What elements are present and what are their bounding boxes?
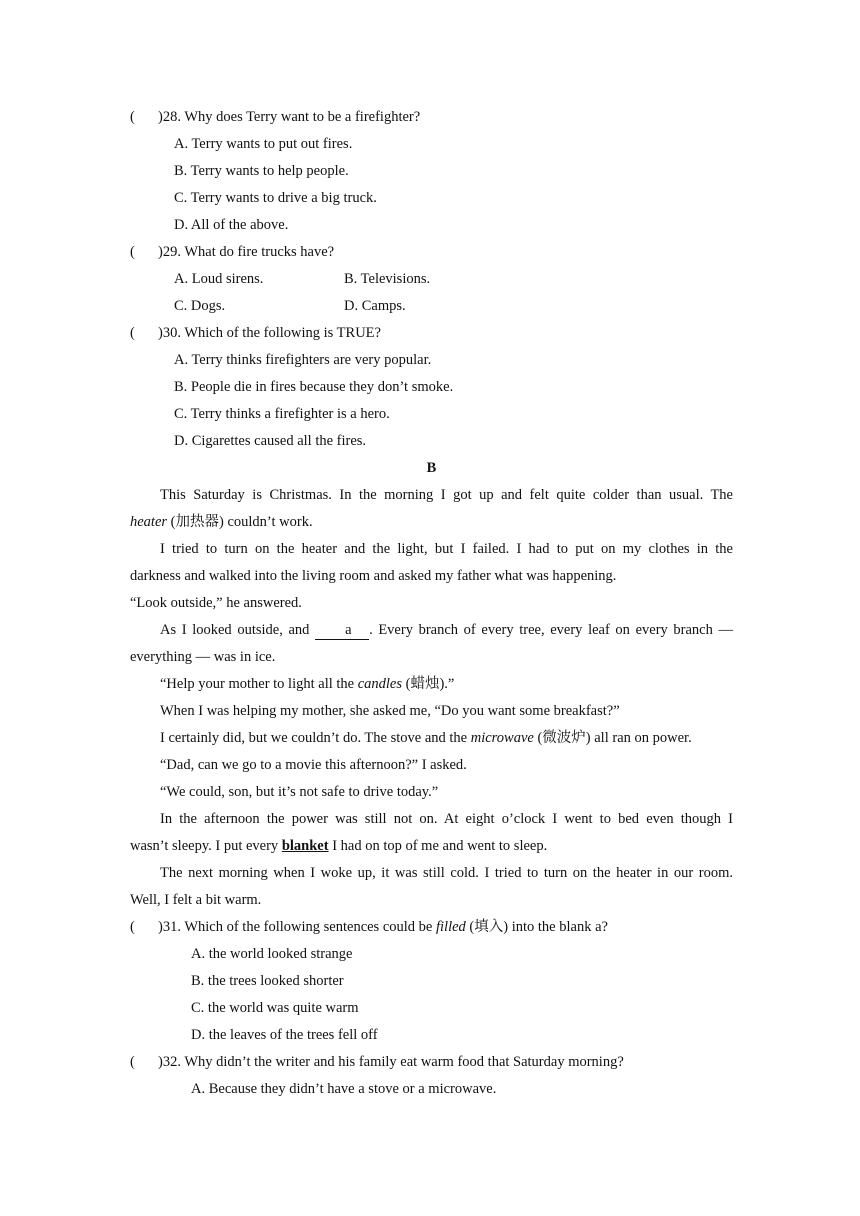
passage-line xyxy=(130,671,733,698)
stem-text: )31. Which of the following sentences could be xyxy=(158,919,436,935)
question-31 xyxy=(130,914,733,941)
blank-a: a xyxy=(315,621,369,640)
passage-line: In the afternoon the power was still not on. At eight o’clock I went to bed even though I xyxy=(160,811,733,827)
option: A. Because they didn’t have a stove or a microwave. xyxy=(191,1081,497,1097)
stem-text: (填入) into the blank a? xyxy=(465,919,608,935)
answer-paren: ( xyxy=(130,325,135,341)
passage-line: “Dad, can we go to a movie this afternoon?” I asked. xyxy=(160,757,467,773)
option: C. Terry thinks a firefighter is a hero. xyxy=(174,406,390,422)
vocab-word: candles xyxy=(357,676,403,692)
option: A. the world looked strange xyxy=(191,946,353,962)
option: B. the trees looked shorter xyxy=(191,973,344,989)
question-stem: )28. Why does Terry want to be a firefighter? xyxy=(158,109,421,125)
option: C. Terry wants to drive a big truck. xyxy=(174,190,377,206)
passage-text: I certainly did, but we couldn’t do. The stove and the xyxy=(160,730,471,746)
passage-text: I had on top of me and went to sleep. xyxy=(328,838,548,854)
question-30 xyxy=(130,320,733,347)
passage-text: . Every branch of every tree, every leaf on every branch — xyxy=(369,622,733,638)
option: B. Terry wants to help people. xyxy=(174,163,349,179)
passage-line: “Look outside,” he answered. xyxy=(130,595,302,611)
passage-line: This Saturday is Christmas. In the morning I got up and felt quite colder than usual. The xyxy=(160,487,733,503)
passage-line: When I was helping my mother, she asked me, “Do you want some breakfast?” xyxy=(160,703,620,719)
passage-text: (蜡烛).” xyxy=(402,676,455,692)
answer-paren: ( xyxy=(130,919,135,935)
vocab-word: filled xyxy=(435,919,466,935)
worksheet-page xyxy=(130,104,733,1103)
option-row xyxy=(130,293,733,320)
passage-line: “We could, son, but it’s not safe to drive today.” xyxy=(160,784,439,800)
question-stem: )30. Which of the following is TRUE? xyxy=(158,325,381,341)
answer-paren: ( xyxy=(130,1054,135,1070)
option: C. Dogs. xyxy=(174,298,226,314)
passage-text: wasn’t sleepy. I put every xyxy=(130,838,282,854)
option: C. the world was quite warm xyxy=(191,1000,359,1016)
vocab-word: microwave xyxy=(470,730,534,746)
option: A. Terry wants to put out fires. xyxy=(174,136,353,152)
question-stem: )32. Why didn’t the writer and his family eat warm food that Saturday morning? xyxy=(158,1054,624,1070)
answer-paren: ( xyxy=(130,244,135,260)
question-stem: )29. What do fire trucks have? xyxy=(158,244,335,260)
passage-line: darkness and walked into the living room and asked my father what was happening. xyxy=(130,568,617,584)
option: D. All of the above. xyxy=(174,217,289,233)
passage-line xyxy=(130,833,733,860)
passage-text: “Help your mother to light all the xyxy=(160,676,358,692)
passage-line: Well, I felt a bit warm. xyxy=(130,892,262,908)
option-row xyxy=(130,266,733,293)
passage-line xyxy=(130,509,733,536)
option: D. the leaves of the trees fell off xyxy=(191,1027,378,1043)
passage-line: The next morning when I woke up, it was still cold. I tried to turn on the heater in our room. xyxy=(160,865,733,881)
answer-paren: ( xyxy=(130,109,135,125)
passage-line xyxy=(130,617,733,644)
highlighted-word: blanket xyxy=(281,838,329,854)
question-32 xyxy=(130,1049,733,1076)
passage-line xyxy=(130,725,733,752)
vocab-word: heater xyxy=(130,514,168,530)
passage-line: everything — was in ice. xyxy=(130,649,276,665)
question-28 xyxy=(130,104,733,131)
question-stem xyxy=(158,914,608,941)
option: D. Camps. xyxy=(344,298,406,314)
passage-text: (加热器) couldn’t work. xyxy=(167,514,313,530)
option: D. Cigarettes caused all the fires. xyxy=(174,433,367,449)
option: B. People die in fires because they don’t smoke. xyxy=(174,379,454,395)
question-29 xyxy=(130,239,733,266)
section-heading: B xyxy=(426,460,437,476)
option: A. Loud sirens. xyxy=(174,271,264,287)
passage-text: (微波炉) all ran on power. xyxy=(533,730,692,746)
passage-text: As I looked outside, and xyxy=(160,622,316,638)
option: A. Terry thinks firefighters are very popular. xyxy=(174,352,432,368)
passage-line: I tried to turn on the heater and the light, but I failed. I had to put on my clothes in the xyxy=(160,541,733,557)
option: B. Televisions. xyxy=(344,271,431,287)
